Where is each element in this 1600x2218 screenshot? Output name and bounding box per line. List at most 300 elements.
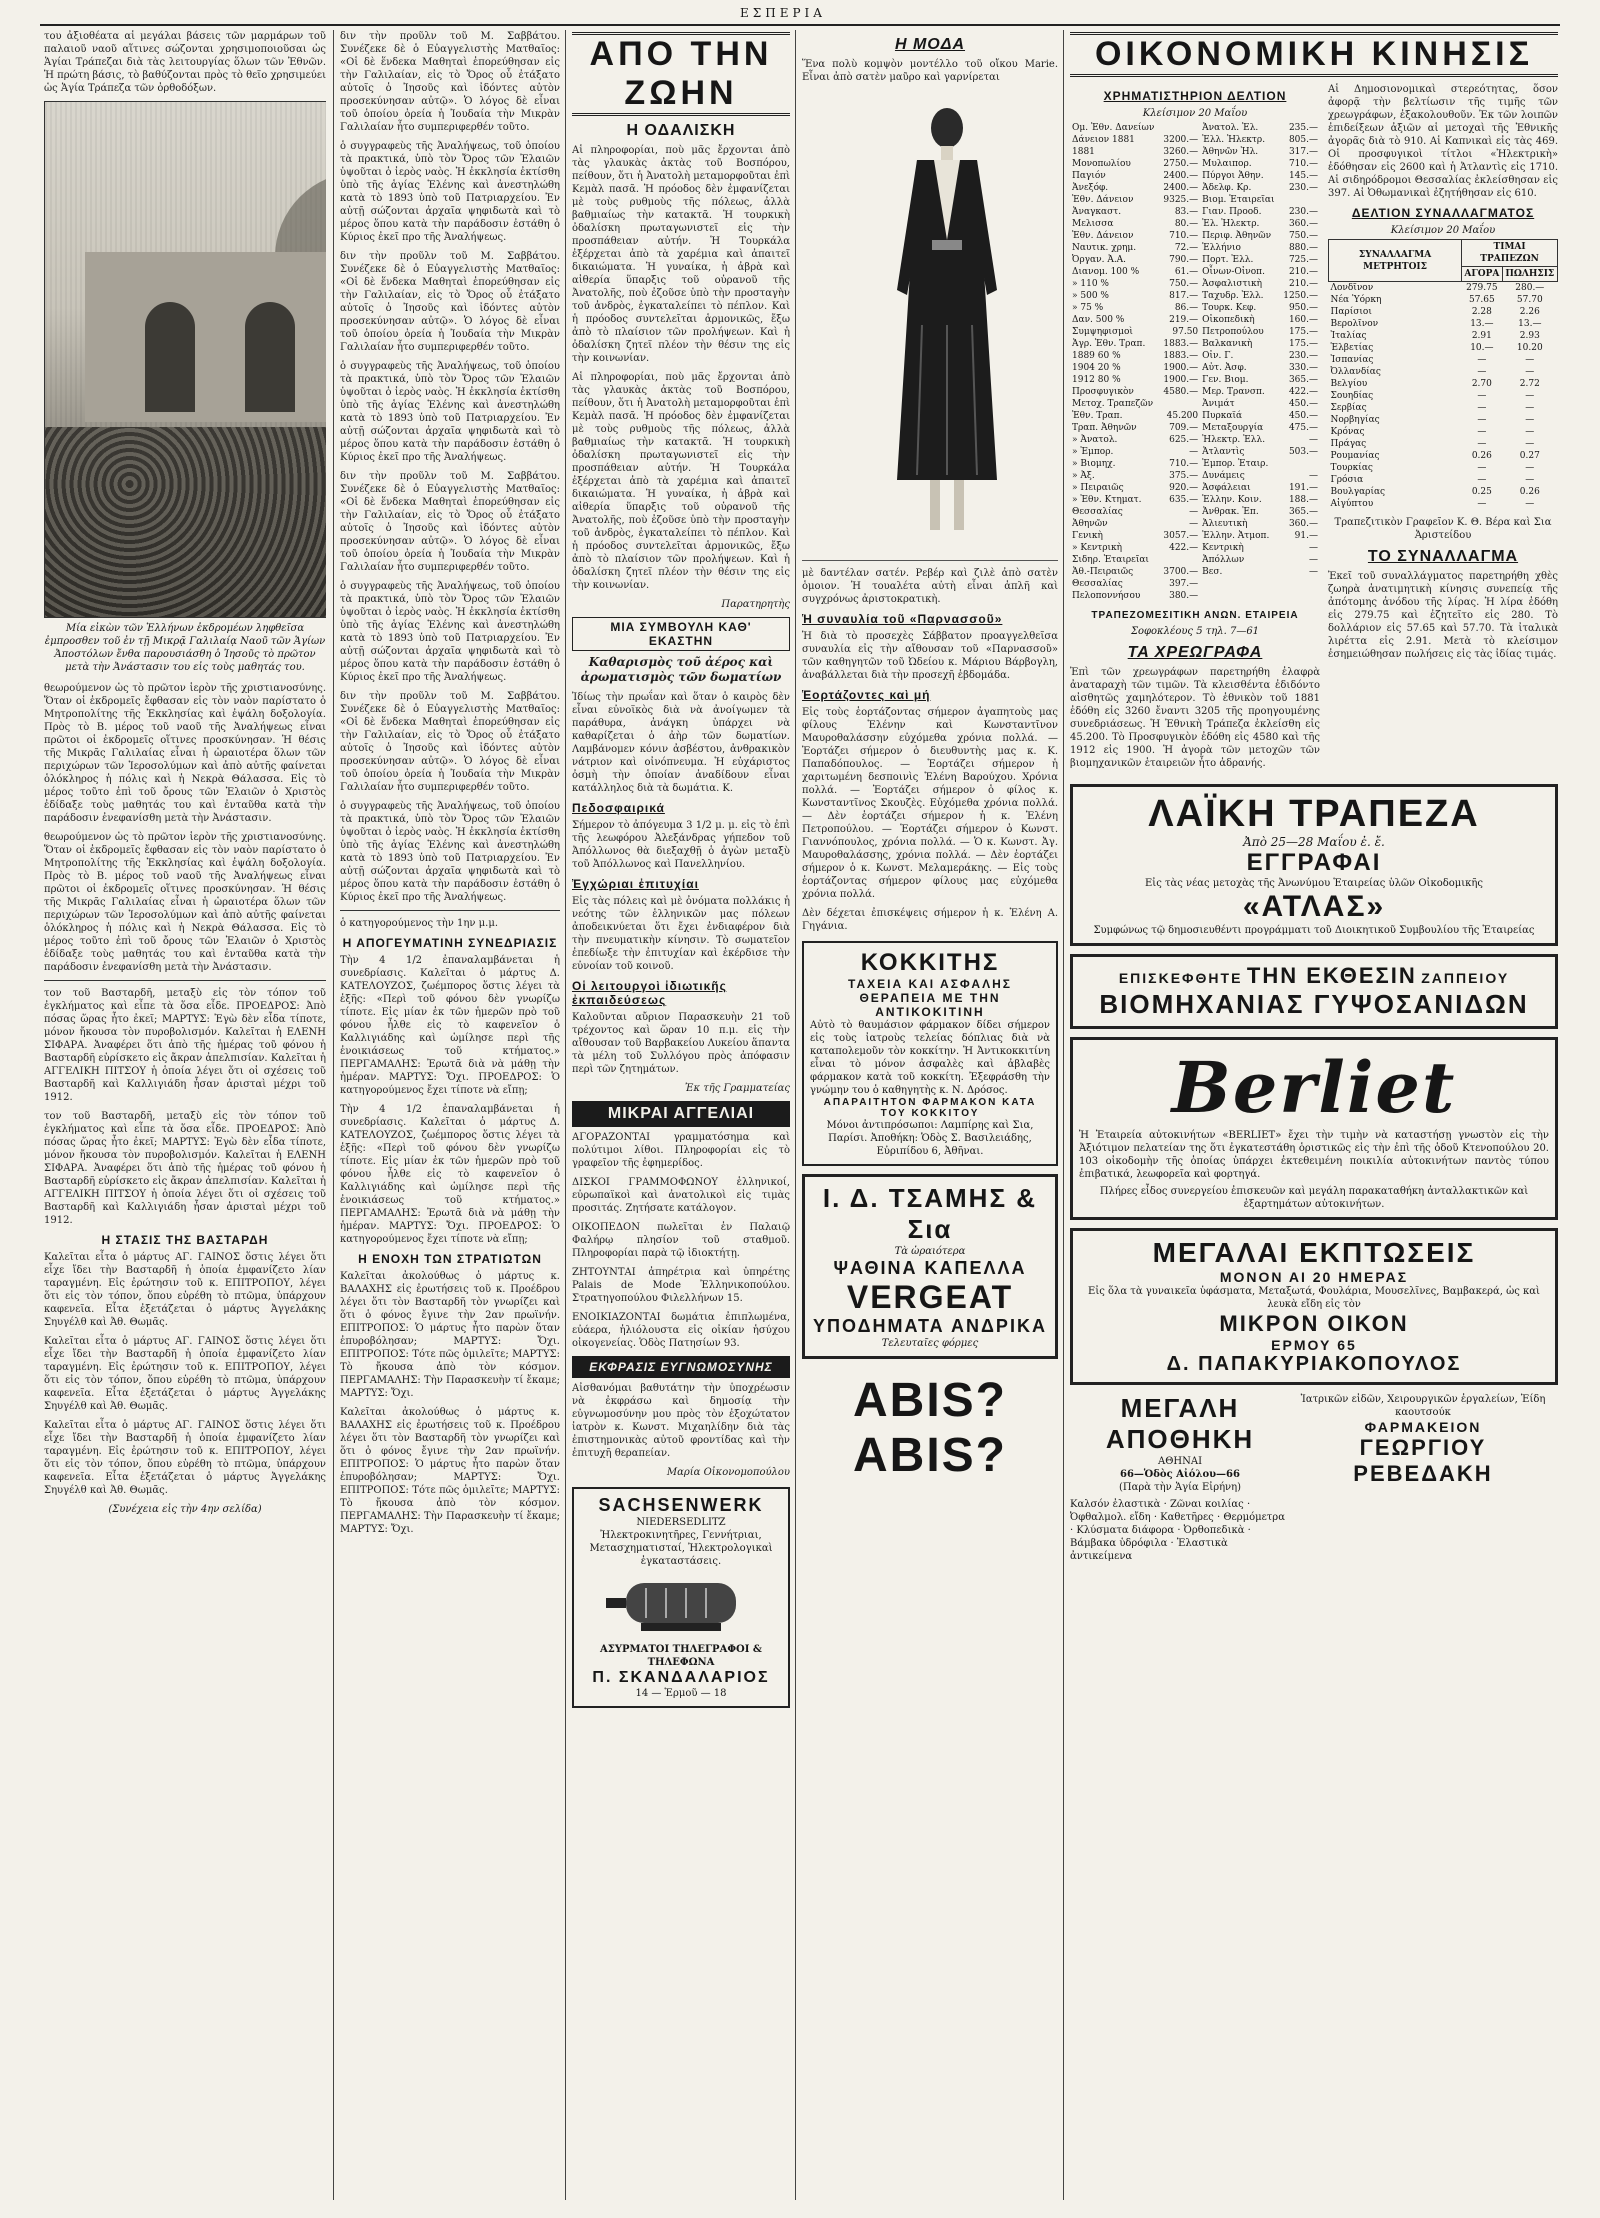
exchange-row xyxy=(1070,362,1320,374)
exchange-cell: Πύργοι Ἀθην. xyxy=(1202,171,1264,181)
fx-date: Κλείσιμον 20 Μαΐου xyxy=(1390,225,1496,236)
ad-word: ΤΗΝ ΕΚΘΕΣΙΝ xyxy=(1246,963,1417,988)
trial-text: Καλεῖται ἀκολούθως ὁ μάρτυς κ. ΒΑΛΑΧΗΣ εἰς ἐρωτήσεις τοῦ κ. Προέδρου λέγει ὅτι τὸν Βασταρδῆ τὸν γνωρίζει καὶ ὅτι ὁ φόνος ἔγινε τὴν 2αν πρωϊνήν. ΕΠΙΤΡΟΠΟΣ: Ὁ μάρτυς ἦτο παρὼν ὅταν ἐπυροβόλησαν; ΜΑΡΤΥΣ: Ὄχι. ΕΠΙΤΡΟΠΟΣ: Τότε πῶς ὁμιλεῖτε; ΜΑΡΤΥΣ: Τὸ ἤκουσα ἀπὸ τὸν κόσμον. ΠΕΡΓΑΜΑΛΗΣ: Τὴν Παρασκευὴν τί ἔκαμε; ΜΑΡΤΥΣ: Ὄχι. xyxy=(340,1407,560,1535)
exchange-cell: Ομ. Ἐθν. Δανείων xyxy=(1072,123,1155,133)
exchange-row xyxy=(1070,254,1320,266)
column-rule xyxy=(333,30,334,2200)
exchange-cell: Ἐλ. Ἠλεκτρ. xyxy=(1202,219,1260,229)
exchange-cell: — xyxy=(1309,435,1318,445)
fx-cell: — xyxy=(1477,415,1487,425)
column-2 xyxy=(340,30,560,1542)
exchange-cell: 188.— xyxy=(1288,495,1318,505)
fx-header-sell: ΠΩΛΗΣΙΣ xyxy=(1502,267,1557,282)
broker-address: Σοφοκλέους 5 τηλ. 7—61 xyxy=(1130,626,1260,637)
ad-text: Εἰς ὅλα τὰ γυναικεῖα ὑφάσματα, Μεταξωτά, Φουλάρια, Μουσελῖνες, Βαμβακερά, ὡς καὶ λευκὰ εἴδη εἰς τὸν xyxy=(1088,1286,1540,1310)
exchange-cell: — xyxy=(1189,507,1199,517)
thanks-signature: Μαρία Οἰκονομοπούλου xyxy=(666,1467,790,1478)
fx-cell: Νέα Ὑόρκη xyxy=(1330,295,1382,305)
exchange-cell: » Βιομηχ. xyxy=(1072,459,1116,469)
exchange-cell: 817.— xyxy=(1169,291,1199,301)
classified-ad: ΖΗΤΟΥΝΤΑΙ ἀπηρέτρια καὶ ὑπηρέτης Palais de Mode Ἐλληνικοπούλου. Στρατηγοπούλου Φιλελλήνων 15. xyxy=(572,1267,790,1304)
exchange-row xyxy=(1070,170,1320,182)
bonds-text: Ἐπὶ τῶν χρεωγράφων παρετηρήθη ἐλαφρὰ ἀναταραχὴ τῶν τιμῶν. Τὰ κλεισθέντα ἐδιδόντο αἰσθητῶς χαμηλότερον. Τὸ ἐθνικὸν τοῦ 1881 ἐδόθη εἰς 3260 ἔναντι 3205 τῆς προηγουμένης συνεδριάσεως. Ἡ Ἐθνικὴ Τράπεζα ἐκλείσθη εἰς 45.200. Τὸ Προσφυγικὸν ἐδόθη εἰς 4580 καὶ τῆς 1912 εἰς 1900. Ἡ ἀγορὰ τῶν μετοχῶν τῶν βιομηχανικῶν ἑταιρειῶν ἦτο ἀδρανής. xyxy=(1070,667,1320,769)
exchange-row xyxy=(1070,434,1320,446)
ad-line xyxy=(1079,963,1549,989)
fx-row xyxy=(1329,378,1558,390)
fx-row xyxy=(1329,282,1558,295)
fashion-illustration xyxy=(802,90,1058,561)
exchange-cell: 230.— xyxy=(1288,183,1318,193)
exchange-cell xyxy=(1200,578,1280,590)
fx-cell: Ὀλλανδίας xyxy=(1330,367,1381,377)
exchange-cell: 422.— xyxy=(1169,543,1199,553)
exchange-row xyxy=(1070,518,1320,530)
article-text: ὁ συγγραφεὺς τῆς Ἀναλήψεως, τοῦ ὁποίου τὰ πρακτικά, ὑπὸ τὸν Ὄρος τῶν Ἐλαιῶν ὑψοῦται ὁ ἱερὸς ναὸς. Ἡ ἐκκλησία ἐκτίσθη ὑπὸ τῆς ἁγίας Ἑλένης καὶ ἀνεστηλώθη κατὰ τὸ 1893 ὑπὸ τοῦ Πατριαρχείου. Ἐν αὐτῇ σώζονται ἀρχαῖα ψηφιδωτὰ καὶ τὸ μέρος ὅπου κατὰ τὴν παράδοσιν ἐστάθη ὁ Κύριος ἐκεῖ προ τῆς Ἀναλήψεως. xyxy=(340,141,560,243)
fx-row xyxy=(1329,426,1558,438)
exchange-cell: 210.— xyxy=(1288,279,1318,289)
exchange-cell: — xyxy=(1189,447,1199,457)
exchange-cell: 880.— xyxy=(1288,243,1318,253)
exchange-cell: Ἀτλαντὶς xyxy=(1202,447,1245,457)
exchange-cell: 80.— xyxy=(1174,219,1199,229)
dress-figure xyxy=(872,100,1022,540)
photo-dome xyxy=(275,172,326,262)
fx-row xyxy=(1329,390,1558,402)
masthead-rule xyxy=(40,6,1560,26)
exchange-cell: » 110 % xyxy=(1072,279,1109,289)
fx-cell: 57.65 xyxy=(1468,295,1495,305)
exchange-cell: Τουρκ. Κεφ. xyxy=(1202,303,1257,313)
exchange-cell: Ἀθηνῶν Ἠλ. xyxy=(1202,147,1259,157)
fx-cell: Πράγας xyxy=(1330,439,1367,449)
article-text: Σήμερον τὸ ἀπόγευμα 3 1/2 μ. μ. εἰς τὸ ἐπὶ τῆς λεωφόρου Ἀλεξάνδρας γήπεδον τοῦ Ἀπόλλωνος θὰ διεξαχθῇ ὁ ἀγὼν μεταξὺ τοῦ Ἀπόλλωνος καὶ Πανελληνίου. xyxy=(572,820,790,870)
machine-illustration xyxy=(586,1568,776,1638)
exchange-row xyxy=(1070,302,1320,314)
fx-header-buy: ΑΓΟΡΑ xyxy=(1462,267,1502,282)
exchange-cell: Δαν. 500 % xyxy=(1072,315,1125,325)
fx-cell: Σερβίας xyxy=(1330,403,1367,413)
fx-cell: 279.75 xyxy=(1466,283,1498,293)
exchange-cell: 360.— xyxy=(1288,219,1318,229)
exchange-cell: 9325.— xyxy=(1163,195,1199,205)
exchange-cell: 2400.— xyxy=(1163,183,1199,193)
fx-cell: — xyxy=(1477,475,1487,485)
exchange-cell: Οἶνων-Οἰνοπ. xyxy=(1202,267,1265,277)
synal-text: Ἐκεῖ τοῦ συναλλάγματος παρετηρήθη χθὲς ζωηρὰ ἀνατιμητικὴ κίνησις συνεπείᾳ τῆς ἀπότομης ἀνόδου τῆς λίρας. Ἡ λίρα ἐδόθη εἰς 279.75 καὶ ἐζητεῖτο εἰς 280. Τὸ δολλάριον εἰς 57.65 καὶ 57.70. Τὰ ἰταλικὰ λιρέττα εἰς 2.91. Μετὰ τὸ κλείσιμον ἐσημειώθησαν πωλήσεις εἰς τὰς ἰδίας τιμάς. xyxy=(1328,571,1558,660)
fx-cell: — xyxy=(1477,463,1487,473)
laiki-trapeza-ad xyxy=(1070,784,1558,946)
section-title: ΜΙΑ ΣΥΜΒΟΥΛΗ ΚΑΘ' ΕΚΑΣΤΗΝ xyxy=(572,617,790,651)
exchange-cell: » Ἀνατολ. xyxy=(1072,435,1118,445)
exchange-cell: Βιομ. Ἑταιρεῖαι xyxy=(1202,195,1275,205)
exchange-cell: Ἑλλήνιο xyxy=(1202,243,1241,253)
exchange-row xyxy=(1070,194,1320,206)
column-rule xyxy=(1063,30,1064,2200)
ad-title: ΛΑΪΚΗ ΤΡΑΠΕΖΑ xyxy=(1148,793,1480,835)
exchange-cell: Ταχυδρ. Ἐλλ. xyxy=(1202,291,1264,301)
ad-word: ΕΠΙΣΚΕΦΘΗΤΕ xyxy=(1118,970,1243,986)
exchange-cell: 475.— xyxy=(1288,423,1318,433)
exchange-cell xyxy=(1280,458,1320,470)
exchange-cell: 2400.— xyxy=(1163,171,1199,181)
fx-cell: — xyxy=(1477,439,1487,449)
exchange-cell: Ἠλεκτρ. Ἐλλ. xyxy=(1202,435,1266,445)
feasts-text: Εἰς τοὺς ἑορτάζοντας σήμερον ἀγαπητοὺς μας φίλους Ἑλένην καὶ Κωνσταντῖνον Μαυροθαλάσσην εὐχόμεθα χρόνια πολλά. — Ἑορτάζει σήμερον ὁ διευθυντὴς μας κ. Κ. Παπαδόπουλος. — Ἑορτάζει σήμερον ἡ χαριτωμένη δεσποινὶς Ἑλένη Βαρούχου. Χρόνια πολλά. — Ἑορτάζει σήμερον ὁ φίλος κ. Κωνσταντῖνος Σκουζὲς. Εὐχόμεθα χρόνια πολλά. — Δὲν ἑορτάζει σήμερον ἡ κ. Ἑλένη Πετροπούλου. — Ἑορτάζει σήμερον ὁ Κωνστ. Γιαννόπουλος, χρόνια πολλά. — Ὁ κ. Κωνστ. Ἀγ. Μαυροθαλάσσης, χρόνια πολλά. — Δὲν ἑορτάζει σήμερον ὁ κ. Κωνστ. Μελαμεράκης. — Εἰς τοὺς ἑορτάζοντας σήμερον φίλους μας εὐχόμεθα χρόνια πολλά. xyxy=(802,707,1058,900)
fx-cell: Τουρκίας xyxy=(1330,463,1373,473)
ad-footer: ΑΠΑΡΑΙΤΗΤΟΝ ΦΑΡΜΑΚΟΝ ΚΑΤΑ ΤΟΥ ΚΟΚΚΙΤΟΥ xyxy=(823,1097,1037,1119)
exchange-cell: 1250.— xyxy=(1283,291,1318,301)
exchange-cell: Πετροπούλου xyxy=(1202,327,1264,337)
finance-top xyxy=(1070,83,1558,776)
exchange-row xyxy=(1070,350,1320,362)
exchange-cell: 1900.— xyxy=(1163,363,1199,373)
exchange-row xyxy=(1070,482,1320,494)
ad-city: ΑΘΗΝΑΙ xyxy=(1157,1456,1203,1467)
exchange-cell: » 500 % xyxy=(1072,291,1109,301)
exchange-cell: Ἀνιμάτ xyxy=(1202,399,1235,409)
fx-cell: 2.26 xyxy=(1519,307,1540,317)
exchange-cell: Τραπ. Ἀθηνῶν xyxy=(1072,423,1137,433)
exchange-row xyxy=(1070,470,1320,482)
fx-cell: 13.— xyxy=(1518,319,1542,329)
exchange-cell: 2750.— xyxy=(1163,159,1199,169)
exchange-cell: Μερ. Τρανσπ. xyxy=(1202,387,1265,397)
exchange-title: ΧΡΗΜΑΤΙΣΤΗΡΙΟΝ ΔΕΛΤΙΟΝ xyxy=(1103,89,1287,103)
ad-address: Μόνοι ἀντιπρόσωποι: Λαμπίρης καὶ Σια, Παρίσι. Ἀποθήκη: Ὁδὸς Σ. Βασιλειάδης, Εὐριπίδου 6, Ἀθῆναι. xyxy=(826,1120,1034,1157)
ad-footer: Συμφώνως τῷ δημοσιευθέντι προγράμματι τοῦ Διοικητικοῦ Συμβουλίου τῆς Ἑταιρείας xyxy=(1093,925,1535,936)
ad-text: Εἰς τὰς νέας μετοχὰς τῆς Ἀνωνύμου Ἑταιρείας ὑλῶν Οἰκοδομικῆς xyxy=(1144,878,1484,889)
column-1 xyxy=(44,30,326,1524)
article-text: θεωρούμενον ὡς τὸ πρῶτον ἱερὸν τῆς χριστιανοσύνης. Ὅταν οἱ ἐκδρομεῖς ἔφθασαν εἰς τὸν ναὸν παρίστατο ὁ Μητροπολίτης τῆς Ἐκκλησίας καὶ ἐψάλη δοξολογία. Πρὸς τὸ Β. μέρος τοῦ ναοῦ τῆς Ἀναλήψεως εἶναι πρῶτοι οἱ ἐκδρομεῖς οἵτινες προσκύνησαν. Ἡ θέσις τῆς Μικρᾶς Γαλιλαίας εἶναι ἡ ὡραιοτέρα ὅλων τῶν περιχώρων τῶν Ἱεροσολύμων καὶ ἀπὸ αὐτῆς φαίνεται ὁλόκληρος ἡ πόλις καὶ ἡ Νεκρὰ Θάλασσα. Εἰς τὸ μέρος τοῦτο ἐπὶ τοῦ ὄρους τῶν Ἐλαιῶν ὁ Χριστὸς ἐδίδαξε τοὺς μαθητάς του καὶ ἐνταῦθα κατὰ τὴν παράδοσιν ἐνεφανίσθη μετὰ τὴν Ἀνάστασιν. xyxy=(44,832,326,973)
article-text: Ἰδίως τὴν πρωΐαν καὶ ὅταν ὁ καιρὸς δὲν εἶναι εὐνοϊκὸς διὰ νὰ ἀνοίγωμεν τὰ παράθυρα, ἀνάγκη ὑπάρχει νὰ καθαρίζεται ὁ ἀὴρ τῶν δωματίων. Λαμβάνομεν κόνιν ἀσβέστου, ἀνθρακικὸν νάτριον καὶ οἰνόπνευμα. Ἡ εὐχάριστος ὀσμὴ τὴν ὁποίαν ἀναδίδουν εἶναι κατάλληλος διὰ τὰ δωμάτια. Κ. xyxy=(572,692,790,794)
exchange-cell: 191.— xyxy=(1288,483,1318,493)
ad-title: Ι. Δ. ΤΣΑΜΗΣ & Σια xyxy=(822,1183,1038,1244)
article-text: διν τὴν προῦλν τοῦ Μ. Σαββάτου. Συνέζεκε δὲ ὁ Εὐαγγελιστὴς Ματθαῖος: «Οἱ δὲ ἕνδεκα Μαθηταὶ ἐπορεύθησαν εἰς τὴν Γαλιλαίαν, εἰς τὸ Ὄρος οὗ ἐτάξατο αὐτοῖς ὁ Ἰησοῦς καὶ ἰδόντες αὐτὸν προσεκύνησαν αὐτῷ». Ὁ λόγος δὲ εἶναι τοῦ ὁποίου ὀρεία ἡ Ἰουδαία τὴν Μικρὰν Γαλιλαίαν ἦτο συμπεριφερθέν τοῦτο. xyxy=(340,691,560,793)
exchange-cell: Σιδηρ. Ἑταιρεῖαι xyxy=(1072,555,1149,565)
exchange-cell: 330.— xyxy=(1288,363,1318,373)
exchange-cell: Διανομ. 100 % xyxy=(1072,267,1140,277)
fx-row xyxy=(1329,486,1558,498)
article-text: θεωρούμενον ὡς τὸ πρῶτον ἱερὸν τῆς χριστιανοσύνης. Ὅταν οἱ ἐκδρομεῖς ἔφθασαν εἰς τὸν ναὸν παρίστατο ὁ Μητροπολίτης τῆς Ἐκκλησίας καὶ ἐψάλη δοξολογία. Πρὸς τὸ Β. μέρος τοῦ ναοῦ τῆς Ἀναλήψεως εἶναι πρῶτοι οἱ ἐκδρομεῖς οἵτινες προσκύνησαν. Ἡ θέσις τῆς Μικρᾶς Γαλιλαίας εἶναι ἡ ὡραιοτέρα ὅλων τῶν περιχώρων τῶν Ἱεροσολύμων καὶ ἀπὸ αὐτῆς φαίνεται ὁλόκληρος ἡ πόλις καὶ ἡ Νεκρὰ Θάλασσα. Εἰς τὸ μέρος τοῦτο ἐπὶ τοῦ ὄρους τῶν Ἐλαιῶν ὁ Χριστὸς ἐδίδαξε τοὺς μαθητάς του καὶ ἐνταῦθα κατὰ τὴν παράδοσιν ἐνεφανίσθη μετὰ τὴν Ἀνάστασιν. xyxy=(44,683,326,824)
abis-ad xyxy=(802,1367,1058,1489)
fx-cell: — xyxy=(1525,415,1535,425)
exchange-cell: Πυρκαϊά xyxy=(1202,411,1243,421)
exchange-cell: » Ἐθν. Κτηματ. xyxy=(1072,495,1142,505)
ad-text: Αὐτὸ τὸ θαυμάσιον φάρμακον δίδει σήμερον εἰς τοὺς ἰατροὺς τελείας δόπλιας διὰ νὰ καταπολεμοῦν τὸν κοκκίτην. Ἡ Ἀντικοκκιτίνη εἶναι τὸ μόνον ἀσφαλὲς καὶ ἀβλαβὲς φάρμακον κατὰ τοῦ κοκκίτη. Ἐξεφράσθη τὴν γνώμην του ὁ καθηγητὴς κ. Ν. Δρόσος. xyxy=(810,1020,1050,1096)
exchange-row xyxy=(1070,506,1320,518)
exchange-cell: 710.— xyxy=(1169,459,1199,469)
continued-note: (Συνέχεια εἰς τὴν 4ην σελίδα) xyxy=(108,1504,262,1515)
exchange-row xyxy=(1070,398,1320,410)
exchange-cell: Συμψηφισμοὶ xyxy=(1072,327,1133,337)
exchange-cell: Μονοπωλίου xyxy=(1072,159,1131,169)
exchange-row xyxy=(1070,182,1320,194)
article-text: ὁ συγγραφεὺς τῆς Ἀναλήψεως, τοῦ ὁποίου τὰ πρακτικά, ὑπὸ τὸν Ὄρος τῶν Ἐλαιῶν ὑψοῦται ὁ ἱερὸς ναὸς. Ἡ ἐκκλησία ἐκτίσθη ὑπὸ τῆς ἁγίας Ἑλένης καὶ ἀνεστηλώθη κατὰ τὸ 1893 ὑπὸ τοῦ Πατριαρχείου. Ἐν αὐτῇ σώζονται ἀρχαῖα ψηφιδωτὰ καὶ τὸ μέρος ὅπου κατὰ τὴν παράδοσιν ἐστάθη ὁ Κύριος ἐκεῖ προ τῆς Ἀναλήψεως. xyxy=(340,581,560,683)
ad-product: ΨΑΘΙΝΑ ΚΑΠΕΛΛΑ xyxy=(833,1258,1027,1278)
fx-cell: Βουλγαρίας xyxy=(1330,487,1386,497)
exchange-cell: Γιαν. Προοδ. xyxy=(1202,207,1262,217)
fx-row xyxy=(1329,438,1558,450)
exchange-cell: — xyxy=(1189,519,1199,529)
exchange-row xyxy=(1070,206,1320,218)
exchange-cell: Ἀσφάλειαι xyxy=(1202,483,1251,493)
photo-arch xyxy=(245,302,295,412)
classifieds-list xyxy=(572,1131,790,1350)
exchange-cell: 375.— xyxy=(1169,471,1199,481)
section-title: ΤΑ ΧΡΕΩΓΡΑΦΑ xyxy=(1127,644,1263,661)
exchange-cell: 45.200 xyxy=(1166,411,1199,421)
exchange-cell: 790.— xyxy=(1169,255,1199,265)
exchange-cell: Θεσσαλίας xyxy=(1072,507,1123,517)
exchange-row xyxy=(1070,494,1320,506)
fx-cell: Βελγίου xyxy=(1330,379,1368,389)
exchange-cell xyxy=(1200,590,1280,602)
exchange-cell: Ἐθν. Τραπ. xyxy=(1072,411,1123,421)
trial-intro: ὁ κατηγορούμενος τὴν 1ην μ.μ. xyxy=(340,918,499,929)
fx-cell: Βερολῖνον xyxy=(1330,319,1379,329)
exchange-cell: Ἀθηνῶν xyxy=(1072,519,1108,529)
exchange-cell: Μεταξουργία xyxy=(1202,423,1264,433)
exchange-cell: 920.— xyxy=(1169,483,1199,493)
berliet-logo: Berliet xyxy=(1171,1046,1457,1129)
exchange-cell: 710.— xyxy=(1288,159,1318,169)
fx-row xyxy=(1329,462,1558,474)
ad-brand: VERGEAT xyxy=(846,1279,1014,1315)
fx-cell: 0.25 xyxy=(1471,487,1492,497)
fx-cell: 57.70 xyxy=(1516,295,1543,305)
exchange-cell: 317.— xyxy=(1288,147,1318,157)
fx-cell: 2.93 xyxy=(1519,331,1540,341)
divider xyxy=(44,980,326,981)
column-5 xyxy=(1070,30,1558,1571)
section-title: ΤΟ ΣΥΝΑΛΛΑΓΜΑ xyxy=(1367,548,1519,565)
fx-cell: Ἰσπανίας xyxy=(1330,355,1374,365)
exchange-cell: 709.— xyxy=(1169,423,1199,433)
ad-title: SACHSENWERK xyxy=(598,1495,764,1515)
exchange-cell: Ἀνατολ. Ἐλ. xyxy=(1202,123,1259,133)
exchange-cell: Κεντρικὴ xyxy=(1202,543,1244,553)
exchange-cell: Ἐθν. Δάνειον xyxy=(1072,231,1134,241)
ad-items: Καλσόν ἐλαστικὰ · Ζῶναι κοιλίας · Ὀφθαλμολ. εἴδη · Καθετῆρες · Θερμόμετρα · Κλύσματα διάφορα · Ὀρθοπεδικὰ · Βάμβακα ὑδρόφιλα · Ἐλαστικὰ ἀντικείμενα xyxy=(1070,1499,1285,1562)
exchange-cell: 210.— xyxy=(1288,267,1318,277)
sale-ad xyxy=(1070,1228,1558,1385)
exchange-row xyxy=(1070,554,1320,566)
article-signature: Παρατηρητὴς xyxy=(721,599,790,610)
fx-cell: — xyxy=(1525,499,1535,509)
exchange-cell: 750.— xyxy=(1169,279,1199,289)
section-title: Η ΕΝΟΧΗ ΤΩΝ ΣΤΡΑΤΙΩΤΩΝ xyxy=(358,1252,542,1266)
ad-dates: Ἀπὸ 25—28 Μαΐου ἐ. ἔ. xyxy=(1243,835,1385,849)
thanks-text: Αἰσθανόμαι βαθυτάτην τὴν ὑποχρέωσιν νὰ ἐκφράσω καὶ δημοσίᾳ τὴν εὐγνωμοσύνην μου πρὸς τὸν ἐξοχώτατον ἰατρὸν κ. Κωνστ. Μιχαηλίδην διὰ τὰς ἐπιστημονικὰς αὐτοῦ φροντίδας καὶ τὴν ἐπιτυχῆ θεραπείαν. xyxy=(572,1383,790,1459)
fx-cell: — xyxy=(1525,403,1535,413)
exchange-cell: 1889 60 % xyxy=(1072,351,1121,361)
exchange-cell xyxy=(1280,194,1320,206)
fashion-title: Η ΜΟΔΑ xyxy=(894,36,966,53)
article-text: ὁ συγγραφεὺς τῆς Ἀναλήψεως, τοῦ ὁποίου τὰ πρακτικά, ὑπὸ τὸν Ὄρος τῶν Ἐλαιῶν ὑψοῦται ὁ ἱερὸς ναὸς. Ἡ ἐκκλησία ἐκτίσθη ὑπὸ τῆς ἁγίας Ἑλένης καὶ ἀνεστηλώθη κατὰ τὸ 1893 ὑπὸ τοῦ Πατριαρχείου. Ἐν αὐτῇ σώζονται ἀρχαῖα ψηφιδωτὰ καὶ τὸ μέρος ὅπου κατὰ τὴν παράδοσιν ἐστάθη ὁ Κύριος ἐκεῖ προ τῆς Ἀναλήψεως. xyxy=(340,361,560,463)
broker-name: ΤΡΑΠΕΖΟΜΕΣΙΤΙΚΗ ΑΝΩΝ. ΕΤΑΙΡΕΙΑ xyxy=(1091,610,1299,621)
exchange-row xyxy=(1070,566,1320,578)
fx-cell: — xyxy=(1525,463,1535,473)
exchange-cell: Πελοποννήσου xyxy=(1072,591,1141,601)
trial-text: τον τοῦ Βασταρδῆ, μεταξὺ εἰς τὸν τόπον τοῦ ἐγκλήματος καὶ εἶπε τὰ ὅσα εἶδε. ΠΡΟΕΔΡΟΣ: Ἀπὸ πόσας ὥρας ἦτο ἐκεῖ; ΜΑΡΤΥΣ: Ἐγὼ δὲν εἶδα τίποτε, μόνον ἤκουσα τὸν πυροβολισμόν. Καλεῖται ἡ ΕΛΕΝΗ ΣΙΦΑΡΑ. Ἀναφέρει ὅτι ἀπὸ τῆς ἡμέρας τοῦ φόνου ἡ Βασταρδῆ εὑρίσκετο εἰς ἄκραν ἀπελπισίαν. Καλεῖται ἡ ΑΓΓΕΛΙΚΗ ΠΙΤΣΟΥ ἡ ὁποία λέγει ὅτι οἱ σχέσεις τοῦ Βασταρδῆ καὶ Καλλιγιάδη ἦσαν ἀρισταὶ μέχρι τοῦ 1912. xyxy=(44,988,326,1103)
exchange-cell: 710.— xyxy=(1169,231,1199,241)
trial-text: Τὴν 4 1/2 ἐπαναλαμβάνεται ἡ συνεδρίασις. Καλεῖται ὁ μάρτυς Δ. ΚΑΤΕΛΟΥΖΟΣ, ζωέμπορος ὅστις λέγει τὰ ἑξῆς: «Περὶ τοῦ φόνου δὲν γνωρίζω τίποτε. Εἰς μίαν ἐκ τῶν ἡμερῶν πρὸ τοῦ φόνου ἦλθε εἰς τὸ καφενεῖον ὁ Καλλιγιάδης καὶ ὡμίλησε περὶ τῆς ἐνοικιάσεως τοῦ κτήματος.» ΠΕΡΓΑΜΑΛΗΣ: Ἐρωτᾶ διὰ νὰ μάθῃ τὴν ἡμέραν. ΜΑΡΤΥΣ: Ὄχι. ΠΡΟΕΔΡΟΣ: Ὁ κατηγορούμενος ἔχει τίποτε νὰ εἴπῃ; xyxy=(340,1104,560,1245)
section-title: Η ΣΤΑΣΙΣ ΤΗΣ ΒΑΣΤΑΡΔΗ xyxy=(101,1233,269,1247)
fx-row xyxy=(1329,474,1558,486)
ad-owner: Δ. ΠΑΠΑΚΥΡΙΑΚΟΠΟΥΛΟΣ xyxy=(1166,1353,1462,1375)
column-rule xyxy=(795,30,796,2200)
exchange-cell: » 75 % xyxy=(1072,303,1104,313)
exchange-row xyxy=(1070,122,1320,134)
fx-footer: Τραπεζιτικὸν Γραφεῖον Κ. Θ. Βέρα καὶ Σια Ἀριστείδου xyxy=(1334,517,1552,541)
exchange-cell: Ἀγρ. Ἐθν. Τραπ. xyxy=(1072,339,1146,349)
fx-table xyxy=(1328,239,1558,510)
exchange-row xyxy=(1070,374,1320,386)
ad-subtitle: ΕΓΓΡΑΦΑΙ xyxy=(1246,849,1382,876)
section-text: Καλεῖται εἶτα ὁ μάρτυς ΑΓ. ΓΑΙΝΟΣ ὅστις λέγει ὅτι εἶχε ἴδει τὴν Βασταρδῆ ἡ ὁποία ἐμφανίζετο λίαν ταραγμένη. Εἰς ἐρώτησιν τοῦ κ. ΕΠΙΤΡΟΠΟΥ, λέγει ὅτι εἰς τὸν τόπον, ὅπου εὑρέθη τὸ πτῶμα, ὑπάρχουν καφενεῖα. Εἶτα ἐξετάζεται ὁ μάρτυς Ἀγγελάκης Σηυγέλθ καὶ Ἀθ. Θωμᾶς. xyxy=(44,1420,326,1496)
section-title: Ἡ συναυλία τοῦ «Παρνασσοῦ» xyxy=(802,612,1003,626)
ad-footer: Τελευταῖες φόρμες xyxy=(881,1338,979,1349)
trial-text: Τὴν 4 1/2 ἐπαναλαμβάνεται ἡ συνεδρίασις. Καλεῖται ὁ μάρτυς Δ. ΚΑΤΕΛΟΥΖΟΣ, ζωέμπορος ὅστις λέγει τὰ ἑξῆς: «Περὶ τοῦ φόνου δὲν γνωρίζω τίποτε. Εἰς μίαν ἐκ τῶν ἡμερῶν πρὸ τοῦ φόνου ἦλθε εἰς τὸ καφενεῖον ὁ Καλλιγιάδης καὶ ὡμίλησε περὶ τῆς ἐνοικιάσεως τοῦ κτήματος.» ΠΕΡΓΑΜΑΛΗΣ: Ἐρωτᾶ διὰ νὰ μάθῃ τὴν ἡμέραν. ΜΑΡΤΥΣ: Ὄχι. ΠΡΟΕΔΡΟΣ: Ὁ κατηγορούμενος ἔχει τίποτε νὰ εἴπῃ; xyxy=(340,955,560,1096)
ad-subtitle: NIEDERSEDLITZ xyxy=(636,1517,726,1528)
classified-ad: ΑΓΟΡΑΖΟΝΤΑΙ γραμματόσημα καὶ πολύτιμοι λίθοι. Πληροφορίαι εἰς τὸ γραφεῖον τῆς ἐφημερίδος. xyxy=(572,1132,790,1169)
photo-caption: Μία εἰκὼν τῶν Ἑλλήνων ἐκδρομέων ληφθεῖσα ἐμπροσθεν τοῦ ἐν τῇ Μικρᾷ Γαλιλαίᾳ Ναοῦ τῶν Ἁγίων Ἀποστόλων ἔνθα παρουσιάσθη ὁ Ἰησοῦς τὸ πρῶτον μετὰ τὴν Ἀνάστασιν του εἰς τοὺς μαθητάς του. xyxy=(44,623,326,673)
fx-cell: 10.20 xyxy=(1516,343,1543,353)
exchange-cell: Ἀπόλλων xyxy=(1202,555,1245,565)
ad-text: Ἰατρικῶν εἰδῶν, Χειρουργικῶν ἐργαλείων, Ἐίδη καουτσούκ xyxy=(1300,1394,1546,1418)
exchange-cell: 91.— xyxy=(1294,531,1318,541)
exchange-cell: Βαλκανικὴ xyxy=(1202,339,1253,349)
exchange-cell: 230.— xyxy=(1288,351,1318,361)
exchange-cell: » Πειραιῶς xyxy=(1072,483,1124,493)
exchange-row xyxy=(1070,338,1320,350)
exchange-cell: Μελισσα xyxy=(1072,219,1114,229)
photo-crowd xyxy=(45,427,326,617)
fx-cell: 280.— xyxy=(1515,283,1545,293)
exchange-cell: Ἀλιευτικὴ xyxy=(1202,519,1248,529)
ad-shop: ΜΙΚΡΟΝ ΟΙΚΟΝ xyxy=(1219,1311,1409,1336)
ad-abis: ABIS? xyxy=(853,1374,1007,1427)
exchange-row xyxy=(1070,230,1320,242)
exchange-row xyxy=(1070,410,1320,422)
exchange-cell: Ἀναγκαστ. xyxy=(1072,207,1122,217)
section-title: Οἱ λειτουργοὶ ἰδιωτικῆς ἐκπαιδεύσεως xyxy=(572,979,727,1007)
exchange-cell xyxy=(1160,122,1200,134)
fx-cell: Λονδῖνον xyxy=(1330,283,1374,293)
ad-address: 14 — Ἑρμοῦ — 18 xyxy=(635,1688,727,1699)
exchange-cell: 145.— xyxy=(1288,171,1318,181)
exchange-cell: 230.— xyxy=(1288,207,1318,217)
exchange-cell: Παγιόν xyxy=(1072,171,1106,181)
ad-subtitle: ΜΟΝΟΝ ΑΙ 20 ΗΜΕΡΑΣ xyxy=(1219,1269,1409,1285)
fx-cell: — xyxy=(1525,367,1535,377)
column-rule xyxy=(565,30,566,2200)
fx-title: ΔΕΛΤΙΟΝ ΣΥΝΑΛΛΑΓΜΑΤΟΣ xyxy=(1351,206,1535,220)
exchange-cell: — xyxy=(1309,471,1318,481)
exchange-cell: » Ἀξ. xyxy=(1072,471,1095,481)
exchange-cell: 160.— xyxy=(1288,315,1318,325)
exchange-cell: 397.— xyxy=(1169,579,1199,589)
exchange-cell: 805.— xyxy=(1288,135,1318,145)
article-lead: Καθαρισμὸς τοῦ ἀέρος καὶ ἀρωματισμὸς τῶν δωματίων xyxy=(580,655,782,684)
exchange-cell: 422.— xyxy=(1288,387,1318,397)
ad-footer: Πλήρες εἶδος συνεργείου ἐπισκευῶν καὶ μεγάλη παρακαταθήκη ἀνταλλακτικῶν καὶ ἐξαρτημάτων αὐτοκινήτων. xyxy=(1099,1186,1529,1210)
exchange-cell: Μετοχ. Τραπεζῶν xyxy=(1072,399,1154,409)
classified-ad: ΕΝΟΙΚΙΑΖΟΝΤΑΙ δωμάτια ἐπιπλωμένα, εὐάερα, ἡλιόλουστα εἰς οἰκίαν ἡσύχου οἰκογενείας. Ὁδὸς Πατησίων 93. xyxy=(572,1312,790,1349)
store-right xyxy=(1298,1393,1548,1563)
exchange-row xyxy=(1070,326,1320,338)
exchange-cell: 235.— xyxy=(1288,123,1318,133)
fx-cell: Νορβηγίας xyxy=(1330,415,1380,425)
ad-title: ΜΕΓΑΛΑΙ ΕΚΠΤΩΣΕΙΣ xyxy=(1152,1237,1476,1268)
tsamis-ad xyxy=(802,1174,1058,1359)
photo-arch xyxy=(145,302,195,412)
exchange-row xyxy=(1070,530,1320,542)
section-title: Ἑορτάζοντες καὶ μή xyxy=(802,688,931,702)
article-title: Η ΟΔΑΛΙΣΚΗ xyxy=(626,122,736,139)
exchange-cell: 625.— xyxy=(1169,435,1199,445)
fx-row xyxy=(1329,342,1558,354)
exchange-cell: 1900.— xyxy=(1163,375,1199,385)
exchange-cell: Πορτ. Ἐλλ. xyxy=(1202,255,1254,265)
ad-street: ΕΡΜΟΥ 65 xyxy=(1271,1337,1357,1353)
exchange-cell: Μυλαιπορ. xyxy=(1202,159,1252,169)
exchange-row xyxy=(1070,134,1320,146)
exchange-cell: Ἐμπορ. Ἑταιρ. xyxy=(1202,459,1269,469)
article-text: του ἀξιοθέατα αἱ μεγάλαι βάσεις τῶν μαρμάρων τοῦ παλαιοῦ ναοῦ αἵτινες σώζονται χρησιμοποιοῦσαι ὡς Ἁγίαι Τράπεζαι διὰ τὰς λειτουργίας ὅλων τῶν Ἐθνῶν. Ἡ πρώτη βάσις, τὸ βαθύζονται πρὸς τὸ θεῖο χρησιμεύει ὡς Ἁγία Τράπεζα τῶν ὀρθοδόξων. xyxy=(44,31,326,94)
fx-cell: — xyxy=(1525,439,1535,449)
fx-rows xyxy=(1329,282,1558,511)
exchange-cell: Αὐτ. Ἀσφ. xyxy=(1202,363,1247,373)
exchange-date: Κλείσιμον 20 Μαΐου xyxy=(1142,108,1248,119)
thanks-header: ΕΚΦΡΑΣΙΣ ΕΥΓΝΩΜΟΣΥΝΗΣ xyxy=(572,1356,790,1378)
fx-cell: 0.26 xyxy=(1519,487,1540,497)
ad-subtitle: ΤΑΧΕΙΑ ΚΑΙ ΑΣΦΑΛΗΣ ΘΕΡΑΠΕΙΑ ΜΕ ΤΗΝ ΑΝΤΙΚΟΚΙΤΙΝΗ xyxy=(848,977,1012,1019)
article-text: Εἰς τὰς πόλεις καὶ μὲ ὀνόματα πολλάκις ἡ νεότης τῶν ἑλληνικῶν μας πόλεων ἀποδεικνύεται ὅτι ἔχει ἐνδιαφέρον διὰ τὴν πνευματικὴν κίνησιν. Τὸ σωματεῖον ἐπεδίωξε τὴν ἐπιτυχίαν καὶ ἐκέρδισε τὴν εὐνοίαν τοῦ κοινοῦ. xyxy=(572,896,790,972)
section-banner: ΑΠΟ ΤΗΝ ΖΩΗΝ xyxy=(572,32,790,116)
fx-row xyxy=(1329,450,1558,462)
exchange-cell: Ἀδελφ. Κρ. xyxy=(1202,183,1252,193)
divider xyxy=(340,910,560,911)
exchange-cell: Προσφυγικὸν xyxy=(1072,387,1134,397)
exchange-row xyxy=(1070,446,1320,458)
fx-cell: 2.72 xyxy=(1519,379,1540,389)
fx-cell: — xyxy=(1525,427,1535,437)
exchange-row xyxy=(1070,422,1320,434)
feasts-note: Δὲν δέχεται ἐπισκέψεις σήμερον ἡ κ. Ἑλένη Α. Γηγάνια. xyxy=(802,908,1058,932)
section-title: Ἐγχώριαι ἐπιτυχίαι xyxy=(572,877,699,891)
exchange-cell: 365.— xyxy=(1288,507,1318,517)
exchange-cell: Οἰκοπεδικὴ xyxy=(1202,315,1255,325)
article-text: διν τὴν προῦλν τοῦ Μ. Σαββάτου. Συνέζεκε δὲ ὁ Εὐαγγελιστὴς Ματθαῖος: «Οἱ δὲ ἕνδεκα Μαθηταὶ ἐπορεύθησαν εἰς τὴν Γαλιλαίαν, εἰς τὸ Ὄρος οὗ ἐτάξατο αὐτοῖς ὁ Ἰησοῦς καὶ ἰδόντες αὐτὸν προσεκύνησαν αὐτῷ». Ὁ λόγος δὲ εἶναι τοῦ ὁποίου ὀρεία ἡ Ἰουδαία τὴν Μικρὰν Γαλιλαίαν ἦτο συμπεριφερθέν τοῦτο. xyxy=(340,251,560,353)
ad-subtitle: Τὰ ὡραιότερα xyxy=(894,1246,966,1257)
ad-text: Ἡ Ἑταιρεία αὐτοκινήτων «BERLIET» ἔχει τὴν τιμὴν νὰ καταστήσῃ γνωστὸν εἰς τὴν Ἀξιότιμον πελατείαν της ὅτι ἐγκατεστάθη ὁριστικῶς εἰς τὴν ἐπὶ τῆς ὁδοῦ Κτενοπούλου 20. 103 οἰκοδομὴν τῆς ὁποίας ὑπάρχει ἐκτεθειμένη ποικιλία αὐτοκινήτων παντὸς τύπου ἐπιβατικά, λεωφορεῖα καὶ φορτηγά. xyxy=(1079,1130,1549,1180)
sachsenwerk-ad xyxy=(572,1487,790,1708)
ad-address: 66—Ὁδὸς Αἰόλου—66 xyxy=(1120,1469,1240,1480)
fx-cell: — xyxy=(1525,391,1535,401)
ad-title: ΜΕΓΑΛΗ ΑΠΟΘΗΚΗ xyxy=(1105,1393,1255,1454)
exchange-cell: 450.— xyxy=(1288,411,1318,421)
exchange-cell: Βεσ. xyxy=(1202,567,1223,577)
exchange-cell: Ἀνεξόφ. xyxy=(1072,183,1109,193)
fx-cell: Αἰγύπτου xyxy=(1330,499,1374,509)
exchange-cell: 380.— xyxy=(1169,591,1199,601)
exchange-row xyxy=(1070,386,1320,398)
exchange-cell: 365.— xyxy=(1288,375,1318,385)
classified-ad: ΟΙΚΟΠΕΔΟΝ πωλεῖται ἐν Παλαιῷ Φαλήρῳ πλησίον τοῦ σταθμοῦ. Πληροφορίαι παρὰ τῷ ἰδιοκτήτῃ. xyxy=(572,1222,790,1259)
exchange-cell: 725.— xyxy=(1288,255,1318,265)
exchange-cell: 635.— xyxy=(1169,495,1199,505)
